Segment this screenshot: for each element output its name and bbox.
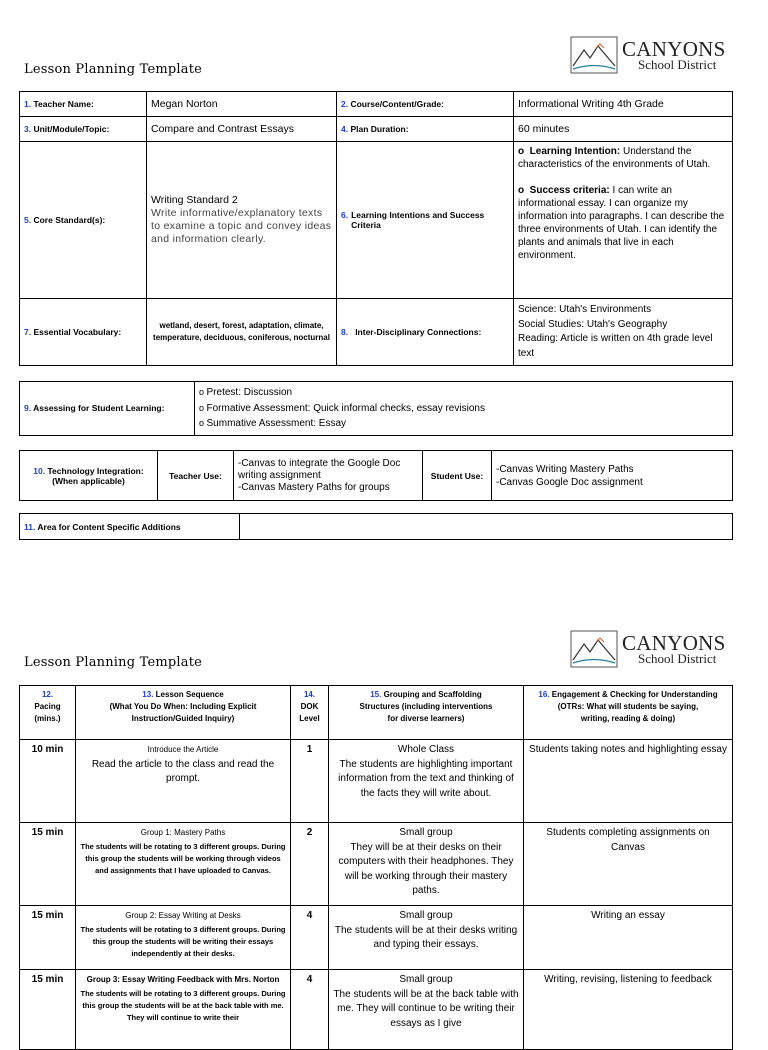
mountain-logo-icon	[570, 36, 618, 74]
unit-value: Compare and Contrast Essays	[147, 117, 337, 142]
header-pacing: 12. Pacing (mins.)	[20, 686, 76, 740]
course-label: 2. Course/Content/Grade:	[337, 92, 514, 117]
page-title: Lesson Planning Template	[24, 62, 203, 77]
connections-value	[514, 299, 733, 366]
dok-cell: 1	[291, 740, 329, 823]
connection-line: Science: Utah's Environments	[518, 304, 652, 315]
logo-subtitle: School District	[638, 57, 717, 72]
vocabulary-value: wetland, desert, forest, adaptation, climate, temperature, deciduous, coniferous, nocturnal	[147, 299, 337, 366]
pacing-cell: 10 min	[20, 740, 76, 823]
plan-table	[19, 91, 733, 366]
table-row	[20, 970, 733, 1050]
grouping-cell: Small group The students will be at their desks writing and typing their essays.	[329, 906, 524, 970]
core-standard-title: Writing Standard 2	[151, 194, 238, 206]
engagement-cell: Writing, revising, listening to feedback	[524, 970, 733, 1050]
logo-subtitle: School District	[638, 651, 717, 666]
connection-line: Social Studies: Utah's Geography	[518, 318, 668, 330]
table-row	[20, 823, 733, 906]
dok-cell: 4	[291, 970, 329, 1050]
success-criteria: o Success criteria: I can write an informational essay. I can organize my information into paragraphs. I can describe the three environments of Utah. I can identify the plants and animals that live in each environment.	[518, 185, 725, 261]
district-logo	[570, 36, 740, 78]
connection-line: Reading: Article is written on 4th grade level text	[518, 333, 713, 359]
grouping-cell: Whole Class The students are highlighting important information from the text and thinking of the facts they will write about.	[329, 740, 524, 823]
lesson-sequence-cell: Group 1: Mastery Paths The students will be rotating to 3 different groups. During this group the students will be working through videos and assignments that I have uploaded to Canvas.	[76, 823, 291, 906]
district-logo	[570, 630, 740, 672]
assessing-item: o Pretest: Discussion	[199, 385, 728, 401]
grouping-cell: Small group They will be at their desks on their computers with their headphones. They will be working through their mastery paths.	[329, 823, 524, 906]
student-use-line: -Canvas Writing Mastery Paths	[496, 463, 634, 475]
assessing-row	[20, 382, 733, 436]
teacher-use-line: -Canvas to integrate the Google Doc writing assignment	[238, 457, 401, 481]
student-use-value	[492, 451, 733, 501]
content-additions-row	[20, 514, 733, 540]
dok-cell: 4	[291, 906, 329, 970]
table-row	[20, 740, 733, 823]
header-grouping: 15. Grouping and Scaffolding Structures (including interventions for diverse learners)	[329, 686, 524, 740]
lesson-sequence-cell: Introduce the Article Read the article to the class and read the prompt.	[76, 740, 291, 823]
engagement-cell: Students completing assignments on Canvas	[524, 823, 733, 906]
teacher-name-label: 1. Teacher Name:	[20, 92, 147, 117]
teacher-use-line: -Canvas Mastery Paths for groups	[238, 481, 390, 493]
logo-name: CANYONS	[622, 37, 726, 61]
grouping-cell: Small group The students will be at the back table with me. They will continue to be writing their essays as I give	[329, 970, 524, 1050]
header-lesson-sequence: 13. Lesson Sequence (What You Do When: Including Explicit Instruction/Guided Inquiry)	[76, 686, 291, 740]
intentions-label: 6. Learning Intentions and Success Criteria	[337, 142, 514, 299]
technology-label-sub: (When applicable)	[52, 475, 125, 486]
assessing-value	[195, 382, 733, 436]
teacher-use-label: Teacher Use:	[158, 451, 234, 501]
technology-table	[19, 450, 733, 501]
plan-row	[20, 92, 733, 117]
unit-label: 3. Unit/Module/Topic:	[20, 117, 147, 142]
logo-name: CANYONS	[622, 631, 726, 655]
teacher-name-value: Megan Norton	[147, 92, 337, 117]
page-title: Lesson Planning Template	[24, 655, 203, 670]
plan-row	[20, 299, 733, 366]
dok-cell: 2	[291, 823, 329, 906]
intentions-value	[514, 142, 733, 299]
plan-row	[20, 117, 733, 142]
content-additions-label: 11. Area for Content Specific Additions	[20, 514, 240, 540]
lesson-sequence-cell: Group 3: Essay Writing Feedback with Mrs. Norton The students will be rotating to 3 different groups. During this group the students will be at the back table with me. They will continue to write their	[76, 970, 291, 1050]
technology-label: 10. Technology Integration: (When applicable)	[20, 451, 158, 501]
assessing-item: o Summative Assessment: Essay	[199, 416, 728, 432]
core-standard-label: 5. Core Standard(s):	[20, 142, 147, 299]
connections-label: 8. Inter-Disciplinary Connections:	[337, 299, 514, 366]
engagement-cell: Writing an essay	[524, 906, 733, 970]
content-additions-value	[240, 514, 733, 540]
duration-value: 60 minutes	[514, 117, 733, 142]
duration-label: 4. Plan Duration:	[337, 117, 514, 142]
engagement-cell: Students taking notes and highlighting essay	[524, 740, 733, 823]
core-standard-value	[147, 142, 337, 299]
sequence-table	[19, 685, 733, 1050]
sequence-header-row	[20, 686, 733, 740]
header-dok: 14. DOK Level	[291, 686, 329, 740]
pacing-cell: 15 min	[20, 906, 76, 970]
header-engagement: 16. Engagement & Checking for Understanding (OTRs: What will students be saying, writing, reading & doing)	[524, 686, 733, 740]
core-standard-text: Write informative/explanatory texts to examine a topic and convey ideas and information clearly.	[151, 207, 332, 245]
student-use-label: Student Use:	[423, 451, 492, 501]
table-row	[20, 906, 733, 970]
pacing-cell: 15 min	[20, 823, 76, 906]
lesson-sequence-cell: Group 2: Essay Writing at Desks The students will be rotating to 3 different groups. During this group the students will be writing their essays independently at their desks.	[76, 906, 291, 970]
pacing-cell: 15 min	[20, 970, 76, 1050]
vocabulary-label: 7. Essential Vocabulary:	[20, 299, 147, 366]
teacher-use-value	[234, 451, 423, 501]
mountain-logo-icon	[570, 630, 618, 668]
assessing-item: o Formative Assessment: Quick informal checks, essay revisions	[199, 401, 728, 417]
page-2	[0, 618, 768, 1029]
course-value: Informational Writing 4th Grade	[514, 92, 733, 117]
assessing-table	[19, 381, 733, 436]
technology-row	[20, 451, 733, 501]
plan-row	[20, 142, 733, 299]
assessing-label: 9. Assessing for Student Learning:	[20, 382, 195, 436]
student-use-line: -Canvas Google Doc assignment	[496, 476, 643, 488]
content-additions-table	[19, 513, 733, 540]
learning-intention: o Learning Intention: Understand the characteristics of the environments of Utah.	[518, 146, 711, 170]
